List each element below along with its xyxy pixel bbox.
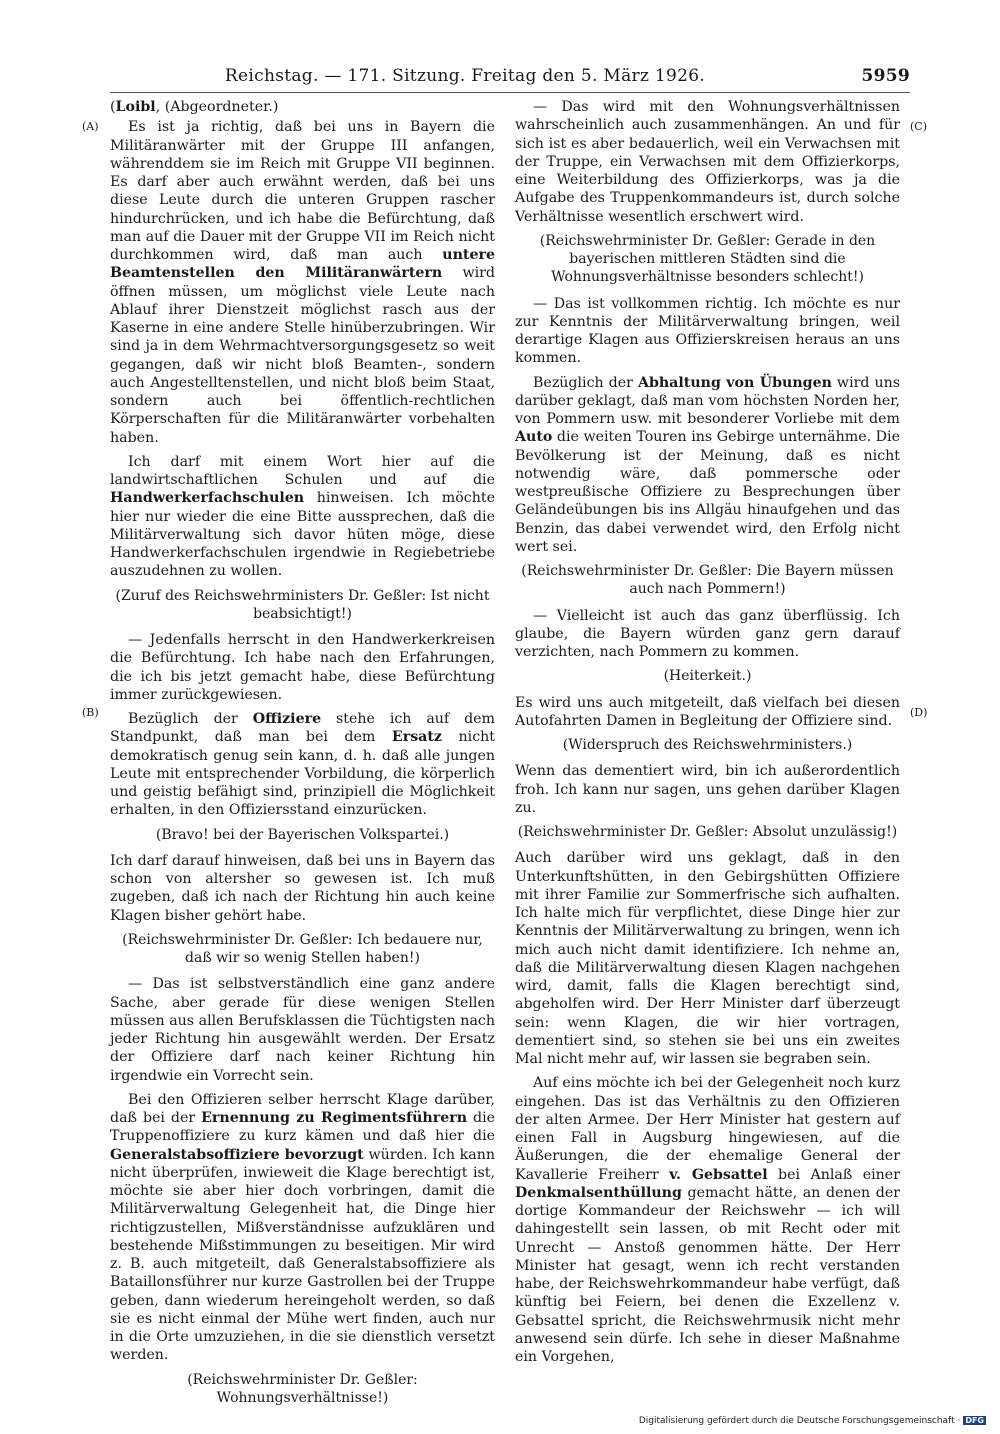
margin-marker-a: (A) [82, 120, 99, 133]
interjection: (Zuruf des Reichswehrministers Dr. Geßler: Ist nicht beabsichtigt!) [115, 587, 490, 622]
speaker-role: (Abgeordneter.) [164, 99, 279, 115]
interjection: (Widerspruch des Reichswehrministers.) [562, 737, 853, 753]
paragraph: Ich darf mit einem Wort hier auf die landwirtschaftlichen Schulen und auf die Handwerkerfachschulen hinweisen. Ich möchte hier nur wieder die eine Bitte aussprechen, daß die Militärverwaltung sich davor hüten möge, diese Handwerkerfachschulen irgendwie in Regiebetriebe auszudehnen zu wollen. [110, 453, 495, 580]
interjection: (Bravo! bei der Bayerischen Volkspartei.) [155, 826, 450, 843]
paragraph: Auch darüber wird uns geklagt, daß in den Unterkunftshütten, in den Gebirgshütten Offiziere mit ihrer Familie zur Sommerfrische sich aufhalten. Ich halte mich für verpflichtet, diese Dinge hier zur Kenntnis der Militärverwaltung zu bringen, wenn ich mich auch nicht damit identifiziere. Ich nehme an, daß die Militärverwaltung diesen Klagen nachgehen wird, damit, falls die Klagen berechtigt sind, abgeholfen wird. Der Herr Minister darf überzeugt sein: wenn Klagen, die wir hier vortragen, dementiert sind, so stehen sie bei uns ein zweites Mal nicht mehr auf, wir lassen sie begraben sein. [515, 850, 900, 1067]
page-number: 5959 [861, 66, 910, 86]
page-header [110, 66, 910, 94]
paragraph: Es wird uns auch mitgeteilt, daß vielfach bei diesen Autofahrten Damen in Begleitung der Offiziere sind. [515, 694, 900, 729]
paragraph: Bezüglich der Offiziere stehe ich auf dem Standpunkt, daß man bei dem Ersatz nicht demokratisch genug sein kann, d. h. daß alle jungen Leute mit entsprechender Vorbildung, die körperlich und geistig befähigt sind, prinzipiell die Möglichkeit erhalten, in den Offiziersstand einzurücken. [110, 711, 496, 819]
paragraph: Es ist ja richtig, daß bei uns in Bayern die Militäranwärter mit der Gruppe III anfangen, währenddem sie im Reich mit Gruppe VII beginnen. Es darf aber auch erwähnt werden, daß bei uns diese Leute durch die unteren Gruppen rascher hindurchrücken, und ich habe die Befürchtung, daß man auf die Dauer mit der Gruppe VII im Reich nicht durchkommen wird, daß man auch untere Beamtenstellen den Militäranwärtern wird öffnen müssen, um möglichst viele Leute nach Ablauf ihrer Dienstzeit möglichst rasch aus der Kaserne in eine andere Stelle hinüberzubringen. Wir sind ja in dem Wehrmachtversorgungsgesetz so weit gegangen, daß wir nicht bloß Beamten-, sondern auch Angestelltenstellen, und nicht bloß beim Staat, sondern auch bei öffentlich-rechtlichen Körperschaften für die Militäranwärter vorbehalten haben. [110, 119, 495, 446]
interjection: (Reichswehrminister Dr. Geßler: Die Bayern müssen auch nach Pommern!) [521, 563, 894, 598]
paragraph: — Das ist vollkommen richtig. Ich möchte es nur zur Kenntnis der Militärverwaltung bringen, weil derartige Klagen aus Offizierskreisen heraus an uns kommen. [515, 295, 900, 367]
paragraph: — Das ist selbstverständlich eine ganz andere Sache, aber gerade für diese wenigen Stellen müssen aus allen Berufsklassen die Tüchtigsten nach jeder Richtung hin ausgewählt werden. Der Ersatz der Offiziere darf nach keiner Richtung hin irgendwie ein Vorrecht sein. [110, 976, 495, 1084]
running-title: Reichstag. — 171. Sitzung. Freitag den 5. März 1926. [224, 66, 706, 86]
interjection: (Reichswehrminister Dr. Geßler: Absolut unzulässig!) [517, 824, 898, 840]
digitization-credit [639, 1416, 986, 1426]
interjection: (Heiterkeit.) [663, 668, 752, 685]
interjection: (Reichswehrminister Dr. Geßler: Gerade in den bayerischen mittleren Städten sind die Wohnungsverhältnisse besonders schlecht!) [539, 232, 876, 286]
interjection: (Reichswehrminister Dr. Geßler: Wohnungsverhältnisse!) [187, 1371, 418, 1406]
speaker-line: (Loibl, (Abgeordneter.) [110, 99, 279, 115]
right-column [515, 98, 900, 1372]
paragraph: — Vielleicht ist auch das ganz überflüssig. Ich glaube, die Bayern würden ganz gern darauf verzichten, nach Pommern zu kommen. [515, 607, 900, 660]
dfg-logo: DFG [965, 1416, 984, 1425]
paragraph: — Jedenfalls herrscht in den Handwerkerkreisen die Befürchtung. Ich habe nach den Erfahrungen, die ich bis jetzt gemacht habe, diese Befürchtung immer zurückgewiesen. [110, 632, 495, 703]
paragraph: Ich darf darauf hinweisen, daß bei uns in Bayern das schon von altersher so gewesen ist. Ich muß zugeben, daß ich nach der Richtung hin auch keine Klagen bisher gehört habe. [110, 852, 495, 924]
interjection: (Reichswehrminister Dr. Geßler: Ich bedauere nur, daß wir so wenig Stellen haben!) [122, 931, 483, 966]
margin-marker-b: (B) [82, 706, 99, 719]
paragraph: Auf eins möchte ich bei der Gelegenheit noch kurz eingehen. Das ist das Verhältnis zu den Offizieren der alten Armee. Der Herr Minister hat gestern auf einen Fall in Augsburg hingewiesen, auf die Äußerungen, die der ehemalige General der Kavallerie Freiherr v. Gebsattel bei Anlaß einer Denkmalsenthüllung gemacht hätte, an denen der dortige Kommandeur der Reichswehr — ich will dahingestellt sein lassen, ob mit Recht oder mit Unrecht — Anstoß genommen hätte. Der Herr Minister hat gesagt, wenn ich recht verstanden habe, der Reichswehrkommandeur habe verfügt, daß künftig bei Feiern, bei denen die Exzellenz v. Gebsattel spricht, die Reichswehrmusik nicht mehr anwesend sein dürfe. Ich sehe in dieser Maßnahme ein Vorgehen, [515, 1075, 901, 1365]
header-rule [110, 92, 910, 93]
left-column [110, 98, 495, 1415]
margin-marker-c: (C) [910, 120, 927, 133]
paragraph: Bei den Offizieren selber herrscht Klage darüber, daß bei der Ernennung zu Regimentsführern die Truppenoffiziere zu kurz kämen und daß hier die Generalstabsoffiziere bevorzugt würden. Ich kann nicht überprüfen, inwieweit die Klage berechtigt ist, möchte sie aber hier doch vorbringen, damit die Militärverwaltung Gelegenheit hat, die Dinge hier richtigzustellen, Mißverständnisse aufzuklären und bestehende Mißstimmungen zu beseitigen. Mir wird z. B. auch mitgeteilt, daß Generalstabsoffiziere als Bataillonsführer nur kurze Gastrollen bei der Truppe geben, dann wiederum hereingeholt werden, so daß sie es nicht einmal der Mühe wert finden, auch nur in die Orte umzuziehen, in die sie dienstlich versetzt werden. [110, 1091, 495, 1364]
credit-text: Digitalisierung gefördert durch die Deutsche Forschungsgemeinschaft · [638, 1416, 961, 1426]
speaker-name: Loibl [115, 99, 156, 115]
paragraph: Wenn das dementiert wird, bin ich außerordentlich froh. Ich kann nur sagen, uns gehen darüber Klagen zu. [515, 763, 900, 816]
paragraph: Bezüglich der Abhaltung von Übungen wird uns darüber geklagt, daß man vom höchsten Norden her, von Pommern usw. mit besonderer Vorliebe mit dem Auto die weiten Touren ins Gebirge unternähme. Die Bevölkerung ist der Meinung, daß es nicht notwendig wäre, daß pommersche oder westpreußische Offiziere zu Besprechungen über Geländeübungen bis ins Allgäu hinaufgehen und das Benzin, das dabei verwendet wird, den Erfolg nicht wert sei. [515, 374, 901, 555]
paragraph: — Das wird mit den Wohnungsverhältnissen wahrscheinlich auch zusammenhängen. An und für sich ist es aber bedauerlich, weil ein Verwachsen mit der Truppe, ein Verwachsen mit dem Offizierkorps, eine Weiterbildung des Offizierkorps, was ja die Aufgabe des Truppenkommandeurs ist, durch solche Verhältnisse wesentlich erschwert wird. [515, 99, 900, 225]
margin-marker-d: (D) [910, 706, 928, 719]
